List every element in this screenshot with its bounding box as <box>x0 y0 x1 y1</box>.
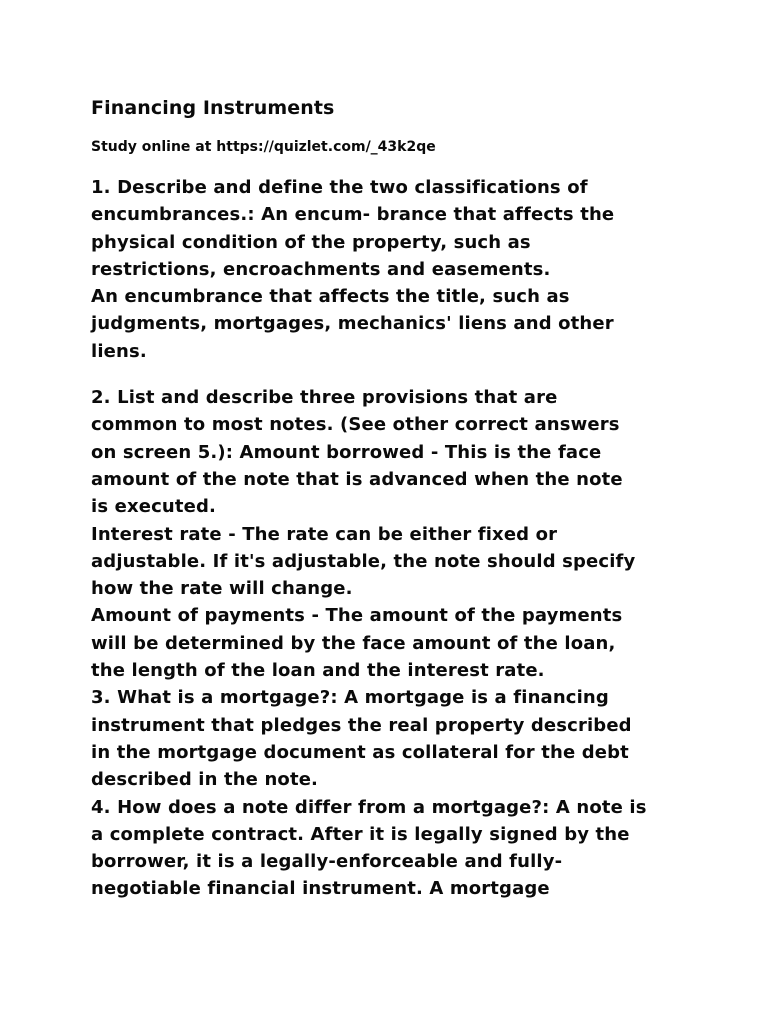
qa-line: judgments, mortgages, mechanics' liens and other <box>91 313 614 335</box>
qa-line: borrower, it is a legally-enforceable and fully- <box>91 851 563 873</box>
qa-line: liens. <box>91 340 147 362</box>
qa-line: 4. How does a note differ from a mortgage?: A note is <box>91 796 647 818</box>
qa-line: in the mortgage document as collateral for the debt <box>91 741 629 763</box>
qa-line: encumbrances.: An encum- brance that affects the <box>91 204 615 226</box>
qa-line: common to most notes. (See other correct answers <box>91 414 620 436</box>
qa-line: is executed. <box>91 496 216 518</box>
qa-line: 2. List and describe three provisions that are <box>91 387 558 409</box>
qa-section-1 <box>91 174 691 365</box>
qa-line: Interest rate - The rate can be either fixed or <box>91 523 558 545</box>
qa-line: amount of the note that is advanced when the note <box>91 468 623 490</box>
qa-line: how the rate will change. <box>91 578 353 600</box>
qa-line: adjustable. If it's adjustable, the note should specify <box>91 550 636 572</box>
qa-line: restrictions, encroachments and easements. <box>91 258 551 280</box>
qa-line: will be determined by the face amount of the loan, <box>91 632 616 654</box>
qa-line: on screen 5.): Amount borrowed - This is the face <box>91 441 602 463</box>
qa-line: described in the note. <box>91 769 319 791</box>
study-online-link-text: Study online at https://quizlet.com/_43k2qe <box>91 139 436 155</box>
qa-line: physical condition of the property, such as <box>91 231 531 253</box>
page-title: Financing Instruments <box>91 97 335 119</box>
qa-line: 1. Describe and define the two classifications of <box>91 177 588 198</box>
qa-section-2 <box>91 384 691 903</box>
qa-line: negotiable financial instrument. A mortgage <box>91 878 550 900</box>
qa-line: 3. What is a mortgage?: A mortgage is a financing <box>91 687 609 709</box>
document-page <box>91 96 691 903</box>
qa-line: a complete contract. After it is legally signed by the <box>91 823 630 845</box>
qa-line: An encumbrance that affects the title, such as <box>91 286 570 308</box>
qa-line: the length of the loan and the interest rate. <box>91 660 545 682</box>
qa-line: Amount of payments - The amount of the payments <box>91 605 623 627</box>
qa-line: instrument that pledges the real property described <box>91 714 632 736</box>
